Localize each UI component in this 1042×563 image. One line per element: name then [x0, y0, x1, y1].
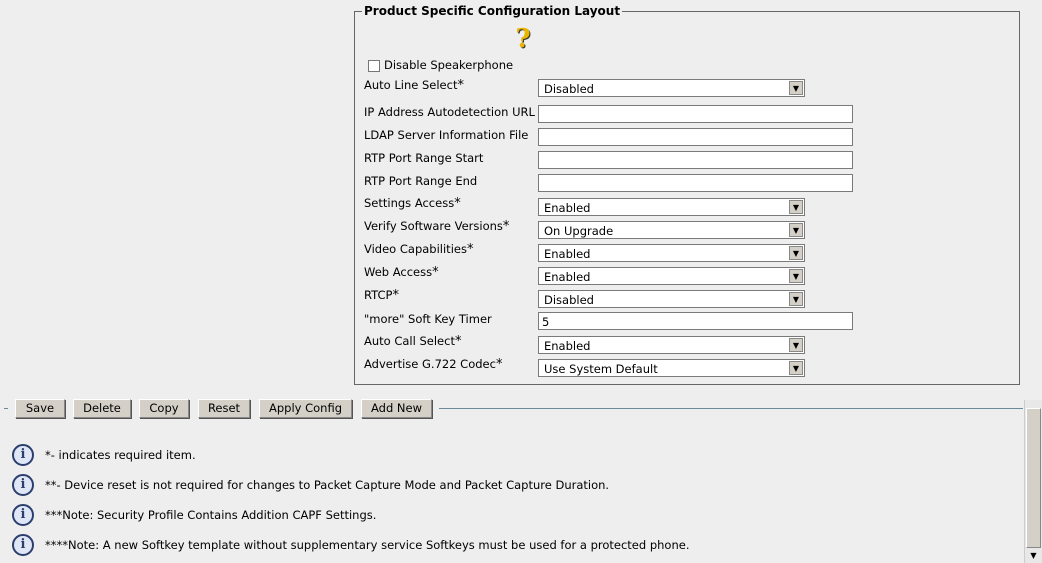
info-icon: i [12, 504, 34, 526]
chevron-down-icon[interactable]: ▼ [789, 200, 803, 214]
question-mark-icon[interactable]: ? [515, 24, 531, 54]
info-icon: i [12, 474, 34, 496]
video-capabilities-label: Video Capabilities* [364, 242, 474, 257]
advertise-g722-codec-label: Advertise G.722 Codec* [364, 357, 503, 372]
rtp-port-range-start-label: RTP Port Range Start [364, 151, 484, 165]
more-soft-key-timer-label: "more" Soft Key Timer [364, 312, 492, 326]
note-text: ****Note: A new Softkey template without supplementary service Softkeys must be used for a protected phone. [45, 538, 690, 552]
note-text: ***Note: Security Profile Contains Addition CAPF Settings. [45, 508, 377, 522]
disable-speakerphone-label: Disable Speakerphone [384, 58, 514, 72]
note-text: *- indicates required item. [45, 448, 196, 462]
ip-autodetection-url-field[interactable] [538, 105, 853, 123]
verify-software-versions-label: Verify Software Versions* [364, 219, 510, 234]
scroll-down-arrow-icon[interactable]: ▼ [1030, 551, 1037, 560]
rtcp-dropdown[interactable]: Disabled ▼ [538, 290, 805, 308]
rtcp-label: RTCP* [364, 288, 399, 303]
save-button[interactable]: Save [15, 399, 65, 418]
chevron-down-icon[interactable]: ▼ [789, 338, 803, 352]
web-access-dropdown[interactable]: Enabled ▼ [538, 267, 805, 285]
ip-autodetection-url-label: IP Address Autodetection URL [364, 105, 535, 119]
chevron-down-icon[interactable]: ▼ [789, 246, 803, 260]
settings-access-label: Settings Access* [364, 196, 461, 211]
chevron-down-icon[interactable]: ▼ [789, 292, 803, 306]
auto-line-select-dropdown[interactable]: Disabled ▼ [538, 79, 805, 97]
chevron-down-icon[interactable]: ▼ [789, 81, 803, 95]
web-access-label: Web Access* [364, 265, 439, 280]
reset-button[interactable]: Reset [198, 399, 250, 418]
delete-button[interactable]: Delete [73, 399, 131, 418]
vertical-scrollbar[interactable] [1024, 400, 1042, 563]
auto-call-select-label: Auto Call Select* [364, 334, 462, 349]
more-soft-key-timer-field[interactable]: 5 [538, 312, 853, 330]
section-title: Product Specific Configuration Layout [364, 4, 621, 18]
button-bar-divider-right [439, 408, 1023, 409]
chevron-down-icon[interactable]: ▼ [789, 361, 803, 375]
video-capabilities-dropdown[interactable]: Enabled ▼ [538, 244, 805, 262]
button-bar-divider-left [4, 408, 8, 409]
settings-access-dropdown[interactable]: Enabled ▼ [538, 198, 805, 216]
auto-line-select-label: Auto Line Select* [364, 78, 464, 93]
scrollbar-thumb[interactable] [1026, 408, 1041, 548]
ldap-server-info-file-field[interactable] [538, 128, 853, 146]
disable-speakerphone-checkbox[interactable] [368, 60, 380, 72]
chevron-down-icon[interactable]: ▼ [789, 223, 803, 237]
rtp-port-range-end-field[interactable] [538, 174, 853, 192]
info-icon: i [12, 534, 34, 556]
copy-button[interactable]: Copy [139, 399, 189, 418]
chevron-down-icon[interactable]: ▼ [789, 269, 803, 283]
add-new-button[interactable]: Add New [361, 399, 432, 418]
verify-software-versions-dropdown[interactable]: On Upgrade ▼ [538, 221, 805, 239]
advertise-g722-codec-dropdown[interactable]: Use System Default ▼ [538, 359, 805, 377]
apply-config-button[interactable]: Apply Config [259, 399, 352, 418]
info-icon: i [12, 444, 34, 466]
rtp-port-range-start-field[interactable] [538, 151, 853, 169]
auto-call-select-dropdown[interactable]: Enabled ▼ [538, 336, 805, 354]
disable-speakerphone-row[interactable] [368, 58, 513, 72]
ldap-server-info-file-label: LDAP Server Information File [364, 128, 529, 142]
rtp-port-range-end-label: RTP Port Range End [364, 174, 478, 188]
note-text: **- Device reset is not required for changes to Packet Capture Mode and Packet Capture Duration. [45, 478, 610, 492]
